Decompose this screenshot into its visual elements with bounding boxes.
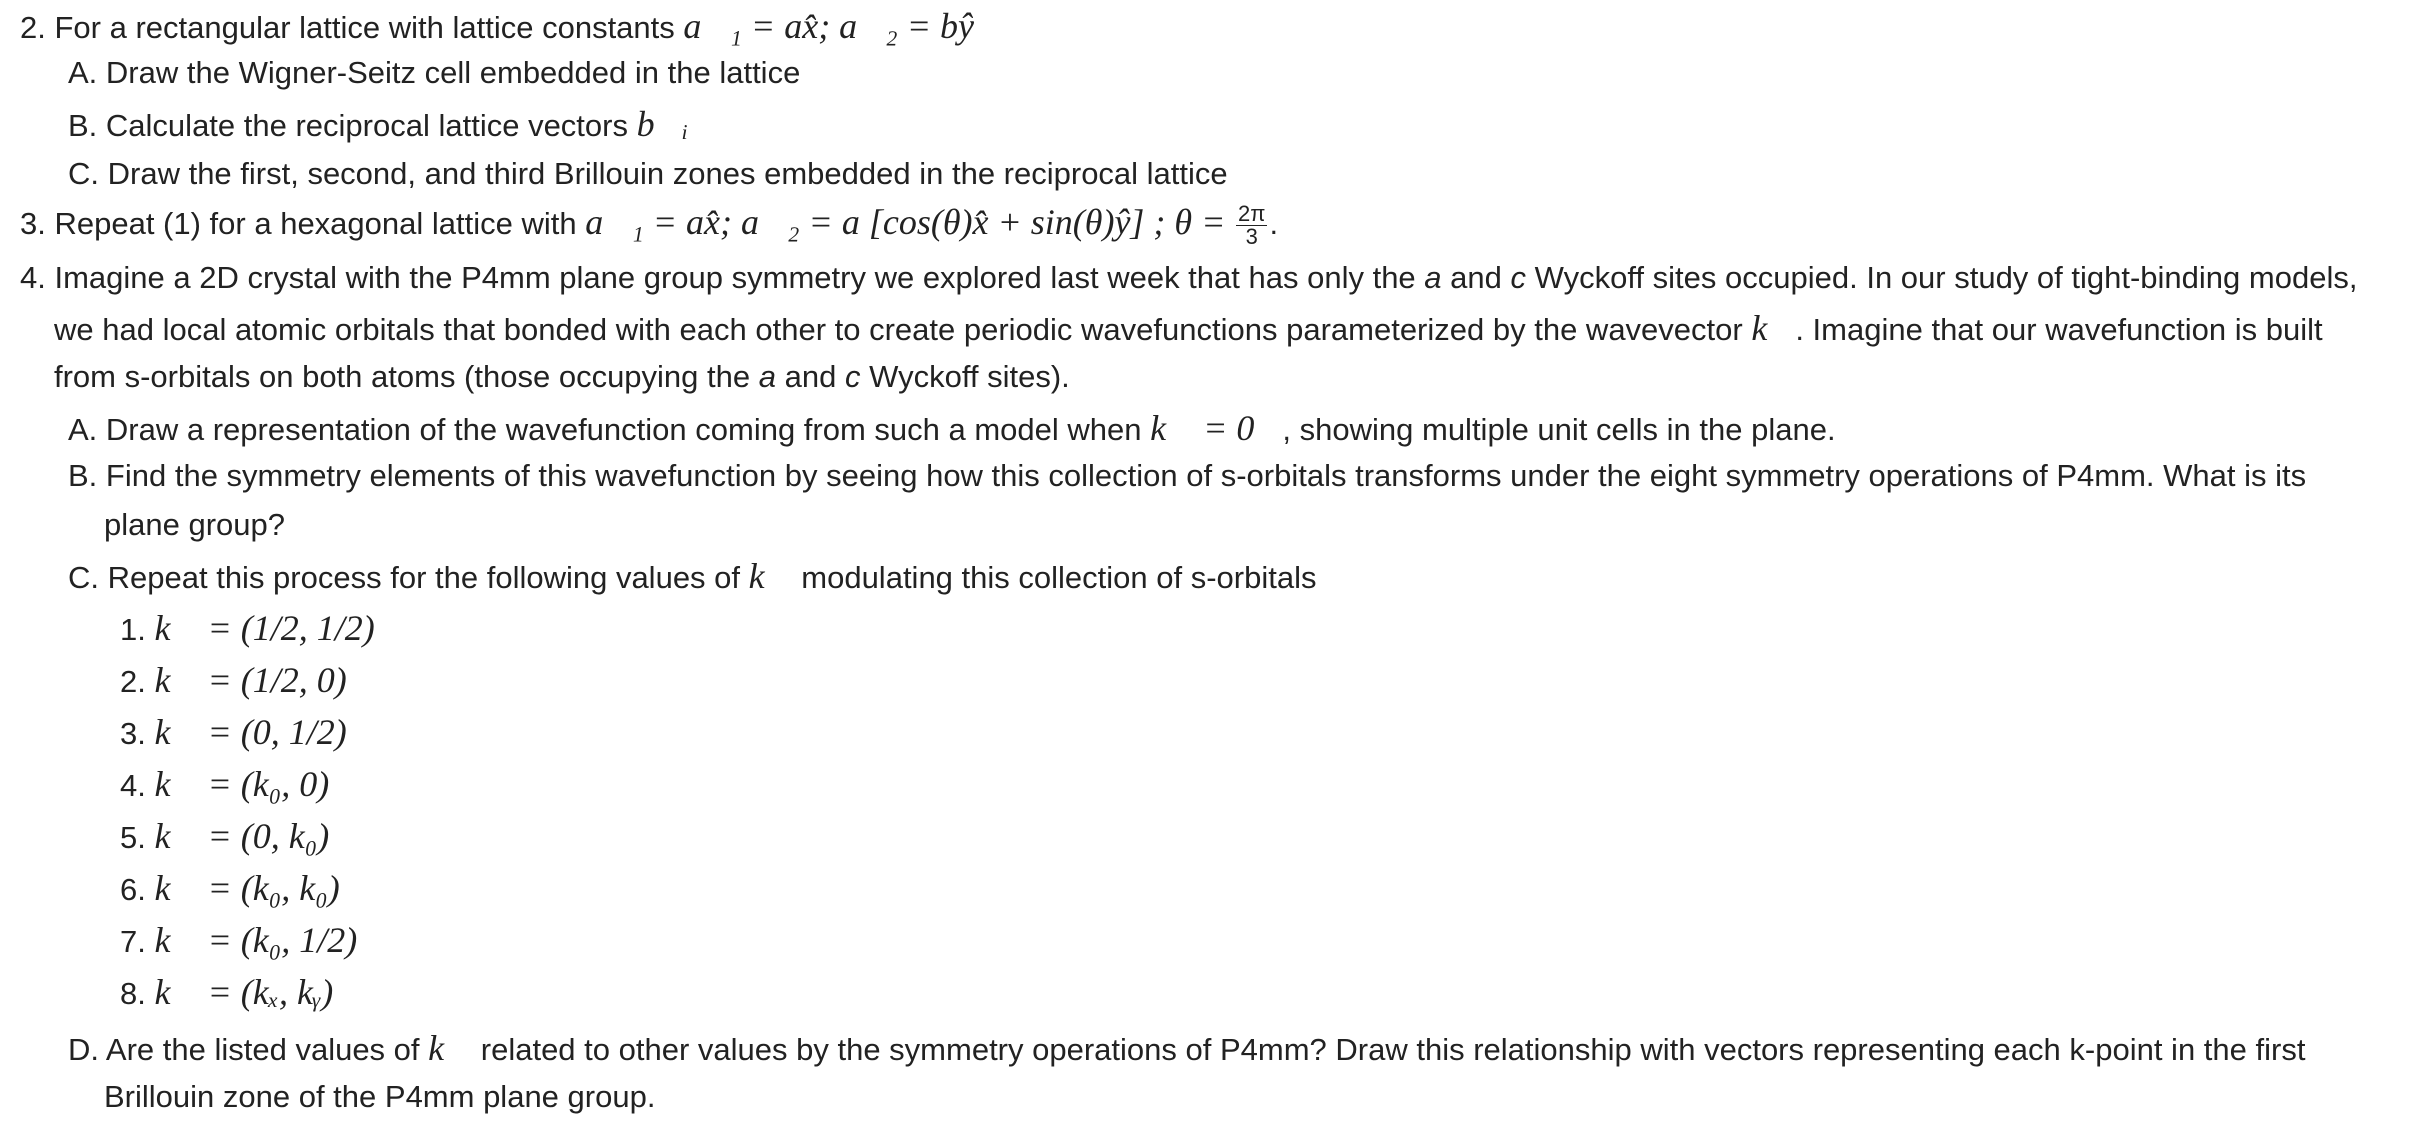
wyckoff-site-c: c — [1510, 260, 1527, 295]
kpoint-value: k⃗ = (k₀, k₀) — [154, 868, 340, 908]
list-number: 1. — [120, 612, 146, 647]
wavevector-k: k⃗ — [748, 556, 793, 596]
question-number: 4. — [20, 260, 46, 295]
kpoint-item — [120, 812, 329, 862]
kpoint-item — [120, 968, 333, 1018]
question-number: 3. — [20, 206, 46, 241]
part-text: Calculate the reciprocal lattice vectors — [105, 108, 628, 143]
reciprocal-vector-math: b⃗ᵢ — [636, 104, 689, 144]
part-letter: B. — [68, 458, 98, 493]
list-number: 6. — [120, 872, 146, 907]
list-number: 2. — [120, 664, 146, 699]
kpoint-value: k⃗ = (k₀, 0) — [154, 764, 330, 804]
question-4-part-c — [68, 552, 1316, 602]
part-text: modulating this collection of s-orbitals — [801, 560, 1317, 595]
question-4-part-d-line-2 — [104, 1073, 655, 1121]
question-2-part-b — [68, 100, 688, 150]
wyckoff-site-a: a — [1424, 260, 1442, 295]
kpoint-item — [120, 656, 347, 706]
question-2 — [20, 2, 974, 52]
wyckoff-site-c: c — [844, 359, 861, 394]
kpoint-value: k⃗ = (1/2, 1/2) — [154, 608, 375, 648]
wavevector-k: k⃗ — [428, 1028, 473, 1068]
question-text: For a rectangular lattice with lattice constants — [54, 10, 675, 45]
part-text: related to other values by the symmetry operations of P4mm? Draw this relationship with vectors representing each k-point in the first — [480, 1032, 2306, 1067]
question-4-part-b-line-1 — [68, 452, 2306, 500]
k-zero-math: k⃗ = 0⃗ — [1150, 408, 1283, 448]
part-letter: C. — [68, 560, 99, 595]
question-number: 2. — [20, 10, 46, 45]
kpoint-value: k⃗ = (k₀, 1/2) — [154, 920, 358, 960]
part-letter: D. — [68, 1032, 99, 1067]
question-text: we had local atomic orbitals that bonded with each other to create periodic wavefunctions parameterized by the wavevector — [54, 312, 1743, 347]
fraction-numerator: 2π — [1238, 200, 1266, 226]
kpoint-item — [120, 916, 357, 966]
kpoint-value: k⃗ = (0, k₀) — [154, 816, 330, 856]
part-letter: A. — [68, 55, 98, 90]
part-text: Find the symmetry elements of this wavefunction by seeing how this collection of s-orbitals transforms under the eight symmetry operations of P4mm. What is its — [105, 458, 2307, 493]
question-4-line-1 — [20, 254, 2357, 302]
question-4-part-b-line-2 — [104, 501, 285, 549]
wyckoff-site-a: a — [758, 359, 776, 394]
part-text: Repeat this process for the following values of — [107, 560, 741, 595]
part-letter: A. — [68, 412, 98, 447]
question-4-line-2 — [54, 304, 2323, 354]
question-text: Imagine a 2D crystal with the P4mm plane group symmetry we explored last week that has only the — [54, 260, 1416, 295]
part-letter: C. — [68, 156, 99, 191]
part-text: Brillouin zone of the P4mm plane group. — [104, 1079, 656, 1114]
part-text: Draw the first, second, and third Brillouin zones embedded in the reciprocal lattice — [107, 156, 1228, 191]
question-text: from s-orbitals on both atoms (those occupying the — [54, 359, 751, 394]
kpoint-item — [120, 864, 340, 914]
sentence-end: . — [1269, 206, 1279, 241]
part-text: Are the listed values of — [105, 1032, 420, 1067]
kpoint-item — [120, 604, 375, 654]
kpoint-item — [120, 760, 329, 810]
part-text: plane group? — [104, 507, 285, 542]
list-number: 5. — [120, 820, 146, 855]
conjunction: and — [784, 359, 837, 394]
list-number: 4. — [120, 768, 146, 803]
question-text: Repeat (1) for a hexagonal lattice with — [54, 206, 577, 241]
question-3 — [20, 198, 1278, 248]
list-number: 3. — [120, 716, 146, 751]
part-text-end: , showing multiple unit cells in the plane. — [1282, 412, 1836, 447]
kpoint-value: k⃗ = (kₓ, kᵧ) — [154, 972, 334, 1012]
question-text: . Imagine that our wavefunction is built — [1795, 312, 2323, 347]
question-4-part-a — [68, 404, 1836, 454]
wavevector-k: k⃗ — [1751, 308, 1796, 348]
conjunction: and — [1450, 260, 1502, 295]
kpoint-value: k⃗ = (0, 1/2) — [154, 712, 347, 752]
question-4-part-d-line-1 — [68, 1024, 2305, 1074]
theta-fraction — [1236, 200, 1267, 249]
list-number: 8. — [120, 976, 146, 1011]
part-text: Draw a representation of the wavefunction coming from such a model when — [105, 412, 1142, 447]
list-number: 7. — [120, 924, 146, 959]
kpoint-item — [120, 708, 347, 758]
kpoint-value: k⃗ = (1/2, 0) — [154, 660, 347, 700]
question-text: Wyckoff sites occupied. In our study of tight-binding models, — [1534, 260, 2358, 295]
part-letter: B. — [68, 108, 98, 143]
hexagonal-vectors-math: a⃗₁ = ax̂; a⃗₂ = a [cos(θ)x̂ + sin(θ)ŷ] ; θ = — [585, 202, 1226, 242]
fraction-denominator: 3 — [1245, 223, 1258, 249]
part-text: Draw the Wigner-Seitz cell embedded in the lattice — [105, 55, 801, 90]
question-2-part-c — [68, 150, 1228, 198]
lattice-vectors-math: a⃗₁ = ax̂; a⃗₂ = bŷ — [683, 6, 974, 46]
question-text: Wyckoff sites). — [869, 359, 1070, 394]
question-2-part-a — [68, 49, 800, 97]
question-4-line-3 — [54, 353, 1070, 401]
